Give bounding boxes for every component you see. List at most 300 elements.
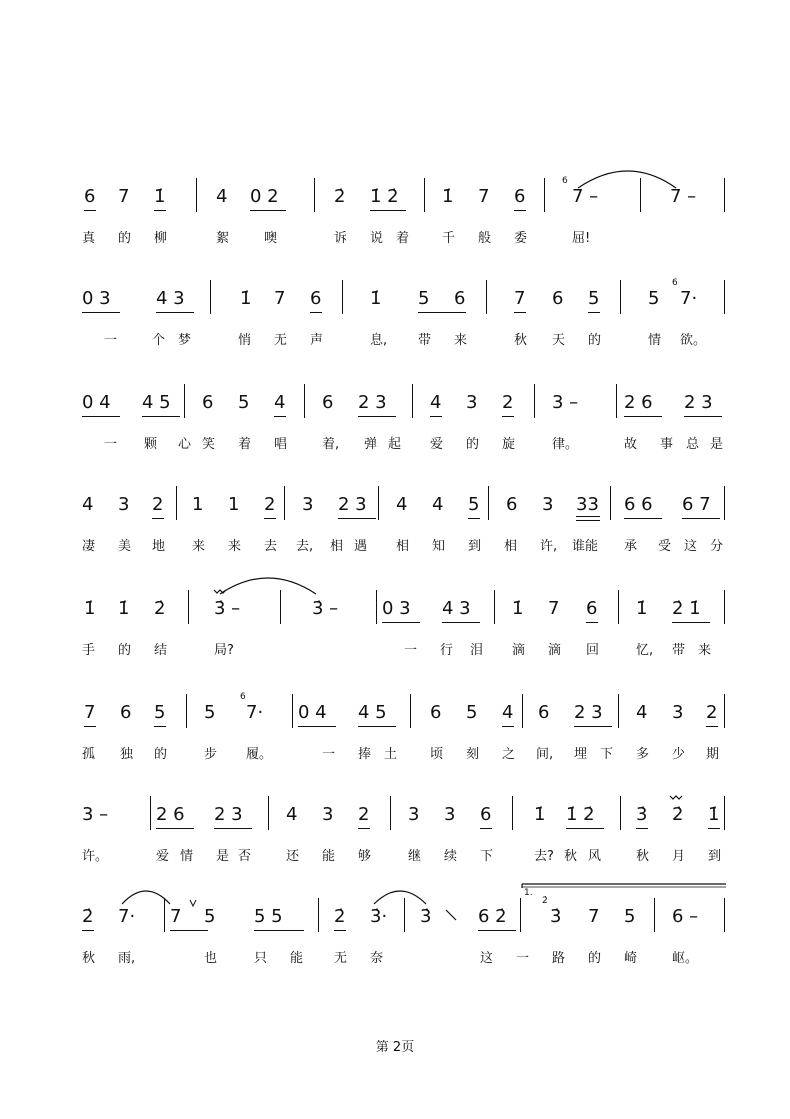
note: 6 7: [682, 494, 711, 515]
underline: [430, 416, 442, 417]
note: 3̇ –: [312, 598, 339, 619]
note: 2̇: [672, 804, 684, 825]
note: 3: [444, 804, 456, 825]
note: 4: [82, 494, 94, 515]
note: 6: [84, 186, 96, 207]
note: 1̇: [534, 804, 546, 825]
bar-line: [610, 486, 611, 520]
lyric: 行: [440, 643, 454, 658]
lyric: 着: [396, 231, 410, 246]
note: 4 3: [442, 598, 471, 619]
lyric: 的: [118, 643, 132, 658]
lyric: 一: [404, 643, 418, 658]
underline: [588, 312, 600, 313]
underline: [338, 518, 376, 519]
lyric: 笑: [202, 437, 216, 452]
system-4: [78, 484, 734, 564]
underline: [310, 312, 322, 313]
note: 7·: [680, 288, 698, 309]
lyrics-row: [78, 538, 734, 560]
lyric: 秋: [514, 333, 528, 348]
note: 1̇: [154, 186, 166, 207]
note: 2: [502, 392, 514, 413]
lyric: 声: [310, 333, 324, 348]
note: 1̇ 2̇: [370, 186, 399, 207]
lyric: 噢: [264, 231, 278, 246]
note: 4 5: [358, 702, 387, 723]
note: 3 –: [552, 392, 579, 413]
lyric: 欲。: [680, 333, 707, 348]
lyric: 来: [454, 333, 468, 348]
notes-row: [78, 692, 734, 736]
note: 3̇ –: [214, 598, 241, 619]
bar-line: [412, 384, 413, 418]
note: 2: [358, 804, 370, 825]
note: 1̇: [84, 598, 96, 619]
note: 3̇: [636, 804, 648, 825]
lyric: 来: [228, 539, 242, 554]
system-3: [78, 382, 734, 462]
note: 4: [636, 702, 648, 723]
lyric: 秋: [636, 849, 650, 864]
underline: [418, 312, 466, 313]
note: 0 4: [298, 702, 327, 723]
lyrics-row: [78, 642, 734, 664]
note: 1̇: [370, 288, 382, 309]
lyric: 唱: [274, 437, 288, 452]
note: 5: [154, 702, 166, 723]
lyrics-row: [78, 746, 734, 768]
note: 5: [648, 288, 660, 309]
underline: [298, 726, 336, 727]
note: 2 6: [156, 804, 185, 825]
lyrics-row: [78, 950, 734, 972]
note: 7: [274, 288, 286, 309]
note: 4: [216, 186, 228, 207]
lyric: 还: [286, 849, 300, 864]
note: 6: [586, 598, 598, 619]
lyric: 情: [180, 849, 194, 864]
note: 5: [624, 906, 636, 927]
underline: [514, 312, 526, 313]
lyric: 屈!: [572, 231, 591, 246]
lyric: 步: [204, 747, 218, 762]
lyric: 泪: [470, 643, 484, 658]
slur: [78, 176, 734, 216]
note: 1̇: [442, 186, 454, 207]
note: 3̇: [420, 906, 432, 927]
note: 3̇·: [370, 906, 388, 927]
note: 4 3: [156, 288, 185, 309]
lyric: 否: [238, 849, 252, 864]
lyric: 律。: [552, 437, 579, 452]
lyric: 也: [204, 951, 218, 966]
lyric: 这: [480, 951, 494, 966]
note: 6: [310, 288, 322, 309]
bar-line: [284, 486, 285, 520]
note: 4: [430, 392, 442, 413]
lyric: 总: [686, 437, 700, 452]
note: 6: [506, 494, 518, 515]
note: 7: [478, 186, 490, 207]
lyric: 的: [118, 231, 132, 246]
lyric: 一: [322, 747, 336, 762]
note: 7 –: [572, 186, 599, 207]
note: 2: [264, 494, 276, 515]
lyric: 续: [444, 849, 458, 864]
note: 1̇ 2̇: [566, 804, 595, 825]
note: 1̇: [118, 598, 130, 619]
lyric: 下: [480, 849, 494, 864]
note: 5: [468, 494, 480, 515]
note: 2̇: [334, 186, 346, 207]
lyric: 般: [478, 231, 492, 246]
lyric: 事: [660, 437, 674, 452]
lyric: 心: [178, 437, 192, 452]
lyric: 相: [396, 539, 410, 554]
note: 7·: [118, 906, 136, 927]
system-8: [78, 888, 734, 976]
note: 5: [588, 288, 600, 309]
lyrics-row: [78, 332, 734, 354]
lyric: 履。: [246, 747, 273, 762]
note: 3: [302, 494, 314, 515]
slur: [78, 588, 734, 628]
lyric: 絮: [216, 231, 230, 246]
lyric: 局?: [214, 643, 234, 658]
lyric: 滴: [548, 643, 562, 658]
note: 2̇: [154, 598, 166, 619]
grace-note: 2̇: [542, 896, 548, 906]
bar-line: [176, 486, 177, 520]
note: 6: [552, 288, 564, 309]
lyric: 是: [710, 437, 724, 452]
lyric: 是: [216, 849, 230, 864]
lyric: 情: [648, 333, 662, 348]
lyric: 来: [698, 643, 712, 658]
lyric: 凄: [82, 539, 96, 554]
bar-line: [292, 694, 293, 728]
underline: [574, 726, 612, 727]
note: 5: [418, 288, 430, 309]
grace-note: 6: [240, 692, 246, 702]
lyric: 独: [120, 747, 134, 762]
lyric: 回: [586, 643, 600, 658]
note: 2 3: [684, 392, 713, 413]
note: 5 5: [254, 906, 283, 927]
lyric: 息,: [370, 333, 388, 348]
lyric: 美: [118, 539, 132, 554]
notes-row: [78, 278, 734, 322]
lyric: 孤: [82, 747, 96, 762]
lyric: 崎: [624, 951, 638, 966]
lyric: 能: [290, 951, 304, 966]
lyric: 忆,: [636, 643, 654, 658]
lyric: 月: [672, 849, 686, 864]
lyric: 故: [624, 437, 638, 452]
note: 0 3: [82, 288, 111, 309]
note: 5: [238, 392, 250, 413]
underline: [82, 312, 120, 313]
underline: [624, 416, 662, 417]
page-number: 第 2页: [375, 1040, 415, 1055]
lyric: 间,: [536, 747, 554, 762]
note: 7: [514, 288, 526, 309]
lyric: 秋: [82, 951, 96, 966]
note: 4: [274, 392, 286, 413]
note: 6: [454, 288, 466, 309]
note: 6: [202, 392, 214, 413]
lyric: 下: [600, 747, 614, 762]
underline: [706, 726, 718, 727]
lyric: 千: [442, 231, 456, 246]
underline: [358, 416, 396, 417]
bar-line: [616, 384, 617, 418]
lyric: 捧: [358, 747, 372, 762]
underline: [624, 518, 662, 519]
lyric: 只: [254, 951, 268, 966]
note: 5: [204, 702, 216, 723]
note: 4 5: [142, 392, 171, 413]
lyric: 相: [504, 539, 518, 554]
note: 6: [430, 702, 442, 723]
lyric: 的: [466, 437, 480, 452]
lyrics-row: [78, 230, 734, 252]
underline: [142, 416, 180, 417]
bar-line: [620, 280, 621, 314]
note: 7·: [246, 702, 264, 723]
note: 6: [322, 392, 334, 413]
underline: [274, 416, 286, 417]
lyric: 奈: [370, 951, 384, 966]
bar-line: [724, 280, 725, 314]
note: 7 –: [670, 186, 697, 207]
underline: [682, 518, 720, 519]
note: 1̇: [512, 598, 524, 619]
note: 0 4: [82, 392, 111, 413]
note: 2 3: [338, 494, 367, 515]
bar-line: [488, 486, 489, 520]
bar-line: [342, 280, 343, 314]
lyric: 去,: [296, 539, 314, 554]
lyric: 带: [672, 643, 686, 658]
lyric: 谁能: [572, 539, 599, 554]
lyric: 去?: [534, 849, 554, 864]
note: 5: [204, 906, 216, 927]
note: 7: [170, 906, 182, 927]
note: 1: [228, 494, 240, 515]
note: 7: [118, 186, 130, 207]
note: 7: [588, 906, 600, 927]
system-5: [78, 588, 734, 668]
lyric: 许,: [540, 539, 558, 554]
note: 2: [152, 494, 164, 515]
note: 0 3: [382, 598, 411, 619]
lyric: 个: [152, 333, 166, 348]
bar-line: [724, 694, 725, 728]
system-2: [78, 278, 734, 358]
lyric: 着: [238, 437, 252, 452]
note: 3: [466, 392, 478, 413]
notes-row: [78, 484, 734, 528]
lyric: 一: [516, 951, 530, 966]
lyric: 委: [514, 231, 528, 246]
note: 4: [286, 804, 298, 825]
note: 2 3: [214, 804, 243, 825]
underline: [502, 416, 514, 417]
note: 2̇ 1̇: [672, 598, 701, 619]
lyric: 弹: [364, 437, 378, 452]
lyric: 期: [706, 747, 720, 762]
trill-mark: [78, 794, 734, 834]
lyric: 承: [624, 539, 638, 554]
lyric: 分: [710, 539, 724, 554]
note: 6 2̇: [478, 906, 507, 927]
lyric: 梦: [178, 333, 192, 348]
lyric: 地: [152, 539, 166, 554]
lyric: 多: [636, 747, 650, 762]
lyric: 柳: [154, 231, 168, 246]
underline: [468, 518, 480, 519]
notes-row: [78, 382, 734, 426]
bar-line: [184, 384, 185, 418]
lyric: 去: [264, 539, 278, 554]
underline: [84, 726, 96, 727]
lyric: 诉: [334, 231, 348, 246]
note: 6: [538, 702, 550, 723]
lyric: 着,: [322, 437, 340, 452]
note: 6: [480, 804, 492, 825]
lyric: 无: [274, 333, 288, 348]
lyric: 一: [104, 333, 118, 348]
lyric: 刻: [466, 747, 480, 762]
lyric: 说: [370, 231, 384, 246]
lyric: 的: [588, 951, 602, 966]
note: 1̇: [636, 598, 648, 619]
lyric: 土: [384, 747, 398, 762]
note: 4: [432, 494, 444, 515]
underline: [502, 726, 514, 727]
note: 2̇: [334, 906, 346, 927]
note: 2̇: [82, 906, 94, 927]
lyric: 的: [588, 333, 602, 348]
note: 3: [118, 494, 130, 515]
bar-line: [522, 694, 523, 728]
note: 1: [192, 494, 204, 515]
note: 2 3: [574, 702, 603, 723]
note: 4: [396, 494, 408, 515]
lyric: 旋: [502, 437, 516, 452]
underline: [156, 312, 194, 313]
lyric: 带: [418, 333, 432, 348]
note: 3 –: [82, 804, 109, 825]
lyric: 雨,: [118, 951, 136, 966]
lyric: 岖。: [672, 951, 699, 966]
lyric: 手: [82, 643, 96, 658]
lyric: 风: [588, 849, 602, 864]
note: 33: [576, 494, 599, 515]
underline: [264, 518, 276, 519]
note: 3: [542, 494, 554, 515]
system-7: [78, 794, 734, 874]
lyric: 继: [408, 849, 422, 864]
volta-label: 1.: [524, 888, 533, 898]
lyric: 路: [552, 951, 566, 966]
note: 2 3: [358, 392, 387, 413]
lyric: 结: [154, 643, 168, 658]
lyric: 天: [552, 333, 566, 348]
note: 4: [502, 702, 514, 723]
lyric: 顷: [430, 747, 444, 762]
lyric: 颗: [144, 437, 158, 452]
note: 0 2: [250, 186, 279, 207]
note: 3: [408, 804, 420, 825]
underline: [154, 726, 166, 727]
lyric: 爱: [430, 437, 444, 452]
lyric: 滴: [512, 643, 526, 658]
bar-line: [618, 694, 619, 728]
note: 7: [84, 702, 96, 723]
underline: [684, 416, 722, 417]
lyric: 这: [684, 539, 698, 554]
note: 3: [322, 804, 334, 825]
bar-line: [534, 384, 535, 418]
lyric: 知: [432, 539, 446, 554]
lyrics-row: [78, 436, 734, 458]
grace-note: 6: [562, 176, 568, 186]
lyrics-row: [78, 848, 734, 870]
underline: [576, 520, 600, 521]
slurs: [78, 896, 734, 936]
note: 1̇: [240, 288, 252, 309]
lyric: 起: [388, 437, 402, 452]
lyric: 之: [502, 747, 516, 762]
note: 7: [548, 598, 560, 619]
note: 2 6: [624, 392, 653, 413]
lyric: 的: [154, 747, 168, 762]
system-6: [78, 692, 734, 772]
bar-line: [304, 384, 305, 418]
system-1: [78, 176, 734, 256]
lyric: 相: [330, 539, 344, 554]
lyric: 遇: [354, 539, 368, 554]
note: 3̇: [550, 906, 562, 927]
bar-line: [378, 486, 379, 520]
lyric: 真: [82, 231, 96, 246]
lyric: 受: [658, 539, 672, 554]
lyric: 秋: [564, 849, 578, 864]
lyric: 能: [322, 849, 336, 864]
underline: [82, 416, 120, 417]
lyric: 无: [334, 951, 348, 966]
bar-line: [724, 486, 725, 520]
bar-line: [186, 694, 187, 728]
note: 5: [466, 702, 478, 723]
lyric: 许。: [82, 849, 109, 864]
note: 6 6: [624, 494, 653, 515]
note: 2: [706, 702, 718, 723]
lyric: 来: [192, 539, 206, 554]
lyric: 一: [104, 437, 118, 452]
lyric: 到: [708, 849, 722, 864]
lyric: 少: [672, 747, 686, 762]
underline: [576, 516, 600, 517]
underline: [358, 726, 396, 727]
lyric: 够: [358, 849, 372, 864]
note: 6 –: [672, 906, 699, 927]
grace-note: 6: [672, 278, 678, 288]
note: 6: [120, 702, 132, 723]
